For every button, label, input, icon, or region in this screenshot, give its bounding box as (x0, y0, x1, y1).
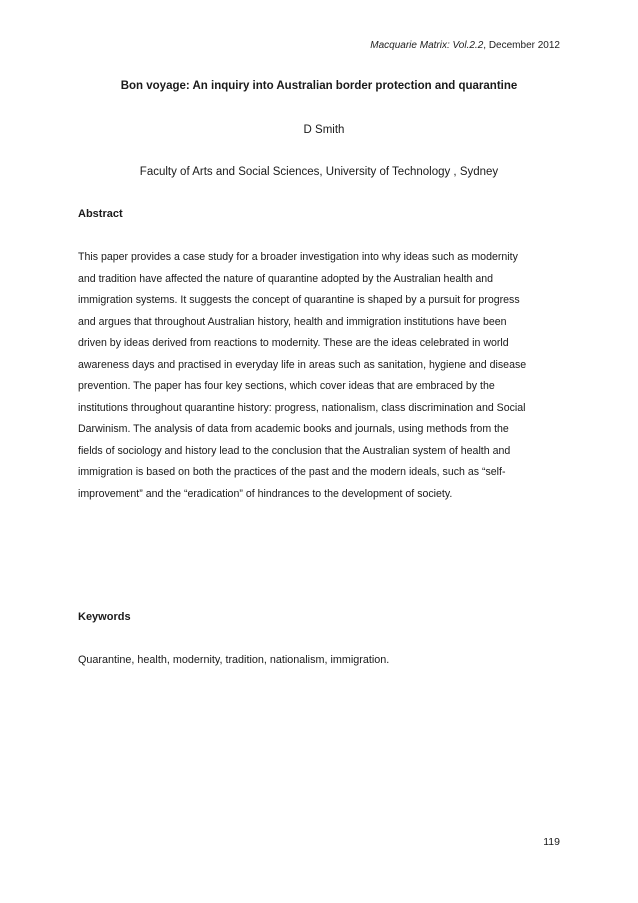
keywords-heading: Keywords (78, 611, 131, 623)
issue-date: , December 2012 (483, 40, 560, 51)
abstract-line: immigration systems. It suggests the concept of quarantine is shaped by a pursuit for progress (78, 294, 520, 306)
abstract-line: driven by ideas derived from reactions to modernity. These are the ideas celebrated in world (78, 337, 509, 349)
abstract-line: and tradition have affected the nature of quarantine adopted by the Australian health and (78, 272, 494, 285)
abstract-line: institutions throughout quarantine history: progress, nationalism, class discrimination and Social (78, 401, 526, 414)
abstract-line: and argues that throughout Australian history, health and immigration institutions have been (78, 315, 507, 328)
paper-title: Bon voyage: An inquiry into Australian border protection and quarantine (120, 80, 518, 92)
page-number: 119 (543, 836, 560, 848)
abstract-line: prevention. The paper has four key sections, which cover ideas that are embraced by the (78, 380, 495, 392)
journal-name: Macquarie Matrix: Vol.2.2 (370, 40, 484, 51)
abstract-line: fields of sociology and history lead to the conclusion that the Australian system of health and (78, 444, 511, 457)
keywords-list: Quarantine, health, modernity, tradition, nationalism, immigration. (78, 654, 390, 666)
abstract-line: immigration is based on both the practices of the past and the modern ideals, such as “self- (78, 466, 506, 478)
author-name: D Smith (303, 124, 345, 136)
author-affiliation: Faculty of Arts and Social Sciences, University of Technology , Sydney (139, 166, 499, 178)
abstract-line: awareness days and practised in everyday life in areas such as sanitation, hygiene and disease (78, 358, 527, 371)
abstract-body (78, 250, 568, 517)
abstract-heading: Abstract (78, 208, 123, 220)
abstract-line: This paper provides a case study for a broader investigation into why ideas such as modernity (78, 251, 518, 263)
abstract-line: Darwinism. The analysis of data from academic books and journals, using methods from the (78, 423, 509, 435)
abstract-line: improvement” and the “eradication” of hindrances to the development of society. (78, 487, 453, 500)
running-header (370, 40, 560, 51)
